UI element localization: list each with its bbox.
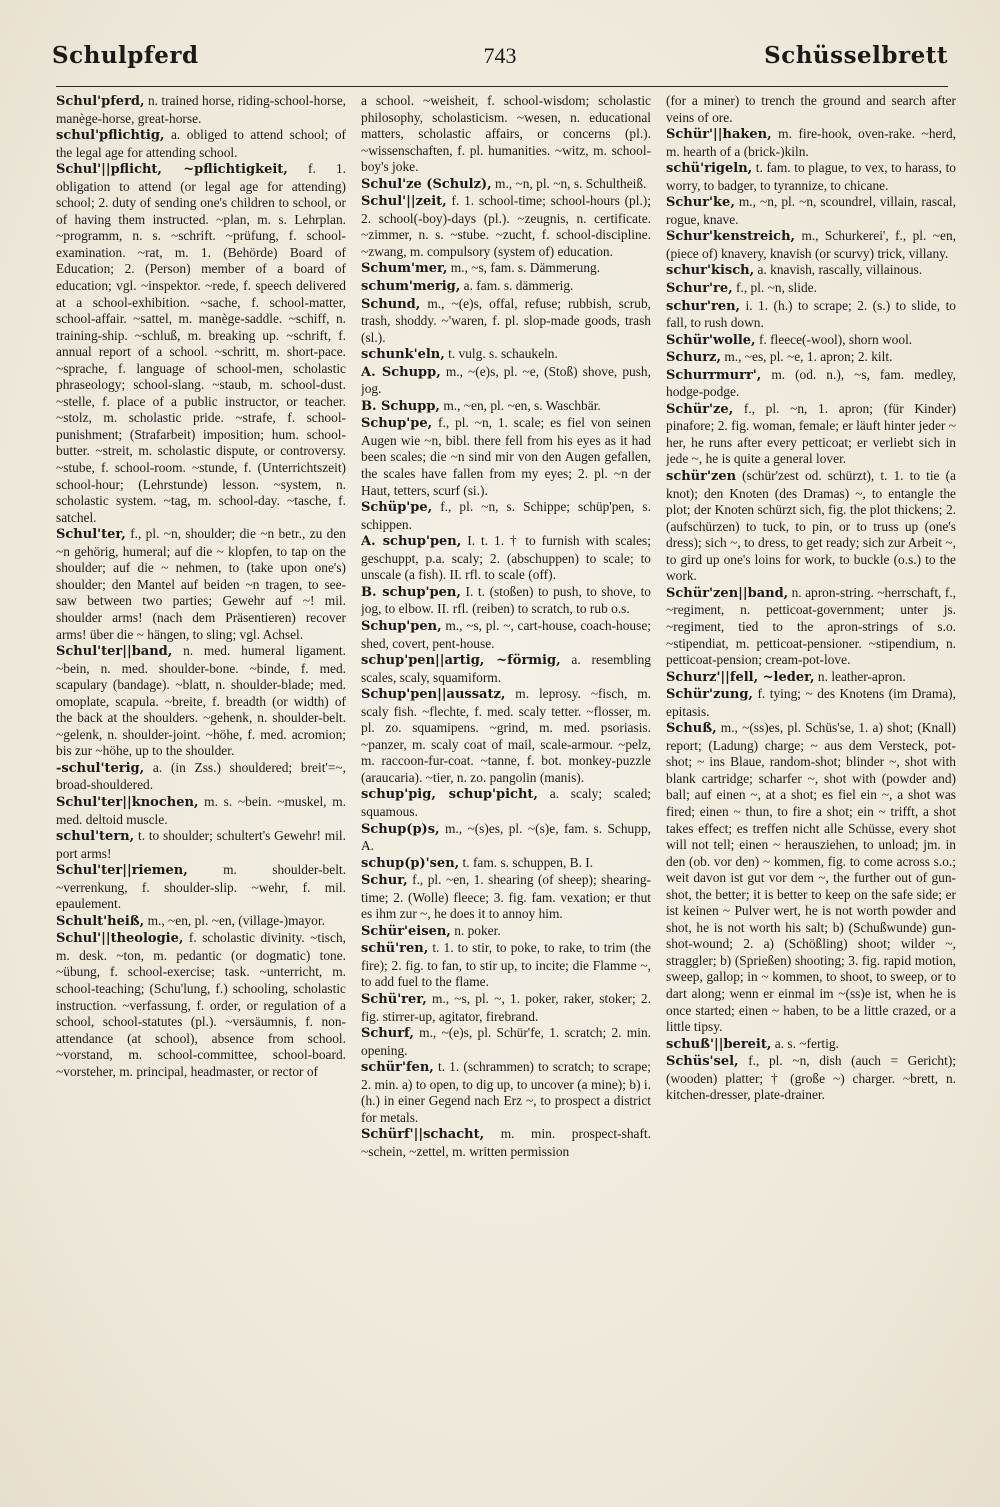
entry-headword: Schul'ter, <box>56 527 126 543</box>
dictionary-entry <box>361 940 651 991</box>
entry-definition: n. trained horse, riding-school-horse, manège-horse, great-horse. <box>56 93 346 126</box>
entry-definition: m., ~s, pl. ~, cart-house, coach-house; shed, covert, pent-house. <box>361 617 651 651</box>
dictionary-entry <box>56 127 346 161</box>
entry-headword: Schurrmurr', <box>666 367 762 383</box>
entry-headword: schü'rigeln, <box>666 161 753 177</box>
entry-headword: Schür'zen||band, <box>666 585 789 601</box>
entry-definition: m., Schurkerei', f., pl. ~en, (piece of) knavery, knavish (or scurvy) trick, villany. <box>666 228 956 261</box>
entry-definition: m., ~(e)s, offal, refuse; rubbish, scrub, trash, shoddy. ~'waren, f. pl. slop-made goods, trash (sl.). <box>361 295 651 345</box>
dictionary-entry <box>666 686 956 720</box>
entry-definition: m., ~(ss)es, pl. Schüs'se, 1. a) shot; (Knall) report; (Ladung) charge; ~ aus dem Versteck, pot-shot; ~ ins Blaue, random-shot; blinder ~, shot with blank cartridge; scharfer ~, shot with (powder and) ball; auf einen ~, at a shot; es fiel ein ~, a shot was fired; einen ~ thun, to fire a shot; ein ~ trifft, a shot takes effect; es treffen nicht alle Schüsse, every shot will not tell; einen ~ herausziehen, to unload; jm. in den (ob. vor den) ~ kommen, fig. to come across s.o.; weit davon ist gut vor dem ~, the further out of gun-shot, the better; it is better to keep on the safe side; er ist keinen ~ Pulver wert, he is not worth powder and shot, he is not worth his salt; b) (Schußwunde) gun-shot-wound; 2. a) (Schößling) shoot; wilder ~, straggler; b) (Sprießen) shooting; 3. fig. rapid motion, sweep, gallop; in ~ kommen, to shoot, to sweep, or to dart along; wenn er einmal im ~(ss)e ist, when he is once started; einen ~ haben, to be a little crazed, or a little tipsy. <box>666 720 956 1035</box>
entry-headword: schür'fen, <box>361 1060 434 1076</box>
entry-definition: t. vulg. s. schaukeln. <box>448 346 558 362</box>
dictionary-entry <box>361 1059 651 1126</box>
entry-definition: n. leather-apron. <box>817 668 906 684</box>
entry-headword: -schul'terig, <box>56 760 145 776</box>
dictionary-entry <box>56 93 346 127</box>
dictionary-entry <box>666 298 956 332</box>
entry-definition: m., ~en, pl. ~en, (village-)mayor. <box>147 912 325 928</box>
entry-definition: n. med. humeral ligament. ~bein, n. med. shoulder-bone. ~binde, f. med. scapulary (bandage). ~blatt, n. shoulder-blade; med. omoplate, scapula. ~breite, f. breadth (or width) of the back at the shoulders. ~gehenk, n. shoulder-belt. ~gelenk, n. shoulder-joint. ~höhe, f. med. acromion; bis zur ~höhe, up to the shoulder. <box>56 643 346 759</box>
entry-definition: m., ~n, pl. ~n, scoundrel, villain, rascal, rogue, knave. <box>666 194 956 227</box>
dictionary-entry <box>666 228 956 262</box>
entry-headword: Schum'mer, <box>361 261 448 277</box>
entry-definition: f. fleece(-wool), shorn wool. <box>758 331 913 347</box>
entry-headword: Schul'ter||band, <box>56 644 173 660</box>
entry-headword: Schür'wolle, <box>666 332 756 348</box>
entry-headword: Schup'pen, <box>361 618 442 634</box>
dictionary-entry <box>56 930 346 1080</box>
dictionary-entry <box>56 161 346 526</box>
entry-headword: Schur'kenstreich, <box>666 229 796 245</box>
entry-definition: m., ~s, fam. s. Dämmerung. <box>450 260 601 276</box>
entry-definition: I. t. (stoßen) to push, to shove, to jog, to elbow. II. rfl. (reiben) to scratch, to rub o.s. <box>361 583 651 617</box>
right-running-head: Schüsselbrett <box>764 42 948 69</box>
dictionary-entry <box>361 415 651 499</box>
entry-headword: Schür'zung, <box>666 687 753 703</box>
entry-headword: schunk'eln, <box>361 347 445 363</box>
dictionary-entry <box>56 643 346 760</box>
dictionary-entry <box>666 349 956 367</box>
entry-headword: schup(p)'sen, <box>361 855 460 871</box>
dictionary-entry <box>361 686 651 786</box>
entry-headword: schul'tern, <box>56 829 135 845</box>
entry-definition: f., pl. ~n, s. Schippe; schüp'pen, s. schippen. <box>361 499 651 532</box>
entry-definition: i. 1. (h.) to scrape; 2. (s.) to slide, to fall, to rush down. <box>666 297 956 331</box>
dictionary-entry <box>666 1053 956 1104</box>
column-2 <box>361 93 651 1433</box>
dictionary-entry <box>666 468 956 585</box>
entry-headword: Schurz, <box>666 350 721 366</box>
dictionary-entry <box>361 278 651 296</box>
header-rule <box>56 86 948 87</box>
entry-headword: Schul'ter||knochen, <box>56 794 199 810</box>
dictionary-entry <box>361 93 651 176</box>
entry-definition: m. leprosy. ~fisch, m. scaly fish. ~flechte, f. med. scaly tetter. ~flosser, m. pl. zo. squamipens. ~grind, m. med. psoriasis. ~panzer, m. scaly coat of mail, scale-armour. ~pelz, m. raccoon-fur-coat. ~tanne, f. bot. monkey-puzzle (araucaria). ~tier, n. zo. pangolin (manis). <box>361 686 651 785</box>
entry-definition: a. knavish, rascally, villainous. <box>757 262 923 278</box>
entry-definition: f. 1. obligation to attend (or legal age for attending) school; 2. duty of sending one's children to school, or of having them instructed. ~plan, m. s. Lehrplan. ~programm, n. s. ~schrift. ~prüfung, f. school-examination. ~rat, m. 1. (Behörde) Board of Education; 2. (Person) member of a board of education; vgl. ~inspektor. ~rede, f. speech delivered at a school-exhibition. ~sache, f. school-matter, school-affair. ~sattel, m. manège-saddle. ~schiff, n. training-ship. ~schluß, m. breaking up. ~schrift, f. annual report of a school. ~schritt, m. short-pace. ~sprache, f. language of school-men, scholastic phraseology; school-slang. ~staub, m. school-dust. ~stelle, f. place of a public instructor, or teacher. ~stolz, m. scholastic pride. ~strafe, f. school-punishment; (Strafarbeit) imposition; hum. school-butter. ~streit, m. scholastic dispute, or controversy. ~stube, f. school-room. ~stunde, f. (Unterrichtszeit) school-hour; (Lehrstunde) lesson. ~system, n. scholastic system. ~tag, m. school-day. ~tasche, f. satchel. <box>56 161 346 525</box>
dictionary-entry <box>361 652 651 686</box>
dictionary-entry <box>666 585 956 669</box>
entry-headword: B. schup'pen, <box>361 584 461 600</box>
entry-headword: Schur'ke, <box>666 195 735 211</box>
entry-headword: Schür'||haken, <box>666 127 772 143</box>
entry-definition: m., ~n, pl. ~n, s. Schultheiß. <box>495 175 647 191</box>
left-running-head: Schulpferd <box>52 42 199 69</box>
entry-definition: m., ~en, pl. ~en, s. Waschbär. <box>443 397 601 413</box>
entry-definition: f. 1. school-time; school-hours (pl.); 2. school(-boy)-days (pl.). ~zeugnis, n. certificate. ~zimmer, n. s. ~stube. ~zucht, f. school-discipline. ~zwang, m. compulsory (system of) education. <box>361 193 651 259</box>
entry-headword: Schurf, <box>361 1026 414 1042</box>
entry-definition: m. shoulder-belt. ~verrenkung, f. shoulder-slip. ~wehr, f. mil. epaulement. <box>56 862 346 912</box>
entry-headword: Schuß, <box>666 721 717 737</box>
entry-definition: I. t. 1. † to furnish with scales; geschuppt, p.a. scaly; 2. (abschuppen) to scale; to unscale (a fish). II. rfl. to scale (off). <box>361 533 651 583</box>
entry-headword: Schüp'pe, <box>361 500 433 516</box>
entry-definition: a. fam. s. dämmerig. <box>463 278 574 294</box>
entry-definition: m., ~es, pl. ~e, 1. apron; 2. kilt. <box>724 349 893 365</box>
entry-headword: Schul'pferd, <box>56 94 145 109</box>
entry-headword: Schul'ter||riemen, <box>56 863 188 879</box>
dictionary-entry <box>361 364 651 398</box>
entry-definition: f. scholastic divinity. ~tisch, m. desk. ~ton, m. pedantic (or dogmatic) tone. ~übung, f. school-exercise; task. ~unterricht, m. school-teaching; (Schu'lung, f.) schooling, scholastic instruction. ~verfassung, f. order, or regulation of a school, school-statutes (pl.). ~versäumnis, f. non-attendance (at school), absence from school. ~vorstand, m. school-committee, school-board. ~vorsteher, m. principal, headmaster, or rector of <box>56 930 346 1079</box>
dictionary-entry <box>666 194 956 228</box>
entry-headword: schul'pflichtig, <box>56 128 165 144</box>
dictionary-entry <box>361 1025 651 1059</box>
entry-definition: a school. ~weisheit, f. school-wisdom; scholastic philosophy, scholasticism. ~wesen, n. educational matters, scholastic affairs, or concerns (pl.). ~wissenschaften, f. pl. humanities. ~witz, m. school-boy's joke. <box>361 93 651 175</box>
dictionary-entry <box>361 346 651 364</box>
dictionary-entry <box>361 296 651 347</box>
entry-headword: schum'merig, <box>361 279 461 295</box>
entry-headword: Schup'pen||aussatz, <box>361 687 506 703</box>
dictionary-entry <box>666 1036 956 1054</box>
entry-headword: Schup(p)s, <box>361 821 440 837</box>
dictionary-entry <box>666 401 956 468</box>
dictionary-entry <box>361 786 651 820</box>
entry-headword: Schul'||theologie, <box>56 931 184 947</box>
entry-headword: A. Schupp, <box>361 364 441 380</box>
dictionary-entry <box>666 262 956 280</box>
dictionary-entry <box>361 499 651 533</box>
entry-headword: schuß'||bereit, <box>666 1036 772 1052</box>
entry-definition: m. min. prospect-shaft. ~schein, ~zettel, m. written permission <box>361 1126 651 1159</box>
entry-definition: t. 1. to stir, to poke, to rake, to trim (the fire); 2. fig. to fan, to stir up, to incite; die Flamme ~, to add fuel to the flame. <box>361 940 651 990</box>
dictionary-entry <box>666 160 956 194</box>
entry-definition: m., ~(e)s, pl. Schür'fe, 1. scratch; 2. min. opening. <box>361 1025 651 1058</box>
dictionary-entry <box>361 533 651 584</box>
entry-headword: schür'zen <box>666 469 737 485</box>
entry-headword: schur'ren, <box>666 298 741 314</box>
dictionary-entry <box>361 176 651 194</box>
entry-definition: a. (in Zss.) shouldered; breit'=~, broad-shouldered. <box>56 759 346 793</box>
entry-headword: Schur, <box>361 873 408 889</box>
entry-definition: m., ~s, pl. ~, 1. poker, raker, stoker; 2. fig. stirrer-up, agitator, firebrand. <box>361 990 651 1024</box>
dictionary-entry <box>56 794 346 828</box>
dictionary-entry <box>361 584 651 618</box>
entry-headword: schü'ren, <box>361 941 429 957</box>
entry-definition: (for a miner) to trench the ground and search after veins of ore. <box>666 93 956 125</box>
dictionary-entry <box>361 398 651 416</box>
entry-headword: Schü'rer, <box>361 991 427 1007</box>
dictionary-entry <box>361 193 651 260</box>
dictionary-entry <box>361 618 651 652</box>
entry-headword: Schul'||zeit, <box>361 194 447 210</box>
column-3 <box>666 93 956 1433</box>
dictionary-entry <box>361 991 651 1025</box>
dictionary-entry <box>56 760 346 794</box>
dictionary-entry <box>666 93 956 126</box>
entry-definition: m. fire-hook, oven-rake. ~herd, m. hearth of a (brick-)kiln. <box>666 126 956 159</box>
dictionary-entry <box>361 855 651 873</box>
entry-headword: Schult'heiß, <box>56 913 145 929</box>
dictionary-entry <box>666 669 956 687</box>
entry-definition: m., ~(e)s, pl. ~e, (Stoß) shove, push, jog. <box>361 363 651 397</box>
dictionary-entry <box>361 923 651 941</box>
entry-headword: Schul'ze (Schulz), <box>361 176 492 192</box>
entry-definition: a. s. ~fertig. <box>774 1035 839 1051</box>
entry-definition: a. scaly; scaled; squamous. <box>361 786 651 819</box>
entry-definition: t. fam. s. schuppen, B. I. <box>462 854 594 870</box>
entry-definition: f., pl. ~en, 1. shearing (of sheep); shearing-time; 2. (Wolle) fleece; 3. fig. fam. vexation; er thut es ihm zur ~, he does it to annoy him. <box>361 872 651 922</box>
dictionary-entry <box>666 280 956 298</box>
entry-definition: m., ~(s)es, pl. ~(s)e, fam. s. Schupp, A. <box>361 820 651 854</box>
text-columns <box>56 93 956 1433</box>
entry-definition: (schür'zest od. schürzt), t. 1. to tie (a knot); den Knoten (des Dramas) ~, to entangle the plot; der Knoten schürzt sich, fig. the plot thickens; 2. (aufschürzen) to tuck, to pin, or to truss up (one's dress); sich ~, to dress, to get ready; sich zur Arbeit ~, to gird up one's loins for work, to buckle (o.s.) to the work. <box>666 468 956 584</box>
dictionary-entry <box>666 332 956 350</box>
entry-definition: m. (od. n.), ~s, fam. medley, hodge-podge. <box>666 366 956 400</box>
dictionary-entry <box>56 862 346 913</box>
dictionary-entry <box>361 1126 651 1160</box>
entry-definition: t. to shoulder; schultert's Gewehr! mil. port arms! <box>56 828 346 861</box>
entry-headword: B. Schupp, <box>361 398 440 414</box>
entry-definition: n. apron-string. ~herrschaft, f., ~regiment, n. petticoat-government; unter js. ~regiment, tied to the apron-strings of s.o. ~stipendiat, m. petticoat-pensioner. ~stipendium, n. petticoat-pension; cream-pot-love. <box>666 584 956 668</box>
entry-headword: A. schup'pen, <box>361 534 462 550</box>
entry-definition: f., pl. ~n, dish (auch = Gericht); (wooden) platter; † (große ~) charger. ~brett, n. kitchen-dresser, plate-drainer. <box>666 1053 956 1103</box>
entry-headword: schup'pig, schup'picht, <box>361 787 538 803</box>
entry-definition: f. tying; ~ des Knotens (im Drama), epitasis. <box>666 686 956 719</box>
entry-definition: t. 1. (schrammen) to scratch; to scrape; 2. min. a) to open, to dig up, to uncover (a mine); b) i. (h.) in einer Gegend nach Erz ~, to prospect a district for metals. <box>361 1059 651 1125</box>
dictionary-entry <box>56 828 346 862</box>
entry-headword: Schup'pe, <box>361 416 433 432</box>
entry-definition: f., pl. ~n, shoulder; die ~n betr., zu den ~n gehörig, humeral; auf die ~ klopfen, to tap on the shoulder; auf die ~ nehmen, to (take upon one's) shoulder; den Mantel auf beiden ~n tragen, to see-saw between two parties; Gewehr auf ~! mil. shoulder arms! (nach dem Präsentieren) recover arms! über die ~ hängen, to sling; vgl. Achsel. <box>56 526 346 642</box>
dictionary-entry <box>361 821 651 855</box>
entry-headword: Schür'eisen, <box>361 923 451 939</box>
dictionary-entry <box>666 126 956 160</box>
column-1 <box>56 93 346 1433</box>
entry-definition: f., pl. ~n, 1. scale; es fiel von seinen Augen wie ~n, bibl. there fell from his eyes as it had been scales; die ~n sind mir von den Augen gefallen, the scales have fallen from my eyes; 2. pl. ~n der Haut, tetters, scurf (si.). <box>361 415 651 498</box>
dictionary-entry <box>56 526 346 643</box>
page-number: 743 <box>483 43 517 68</box>
entry-definition: m. s. ~bein. ~muskel, m. med. deltoid muscle. <box>56 793 346 827</box>
dictionary-entry <box>361 260 651 278</box>
entry-headword: Schüs'sel, <box>666 1054 739 1070</box>
entry-definition: a. resembling scales, scaly, squamiform. <box>361 652 651 685</box>
entry-headword: Schund, <box>361 296 421 312</box>
entry-headword: schup'pen||artig, ~förmig, <box>361 653 561 669</box>
dictionary-entry <box>666 720 956 1035</box>
entry-headword: Schurz'||fell, ~leder, <box>666 669 815 685</box>
entry-headword: Schur're, <box>666 281 733 297</box>
entry-headword: Schul'||pflicht, ~pflichtigkeit, <box>56 162 288 178</box>
dictionary-entry <box>666 367 956 401</box>
dictionary-entry <box>361 872 651 923</box>
page-header <box>52 40 948 76</box>
dictionary-entry <box>56 913 346 931</box>
entry-headword: Schür'ze, <box>666 401 734 417</box>
entry-definition: t. fam. to plague, to vex, to harass, to worry, to badger, to tyrannize, to chicane. <box>666 160 956 193</box>
entry-headword: Schürf'||schacht, <box>361 1127 485 1143</box>
entry-headword: schur'kisch, <box>666 263 755 279</box>
entry-definition: n. poker. <box>454 922 501 938</box>
entry-definition: f., pl. ~n, slide. <box>736 280 817 296</box>
entry-definition: f., pl. ~n, 1. apron; (für Kinder) pinafore; 2. fig. woman, female; er läuft hinter jeder ~ her, he runs after every petticoat; er verliebt sich in jede ~, he is quite a general lover. <box>666 400 956 467</box>
entry-definition: a. obliged to attend school; of the legal age for attending school. <box>56 127 346 160</box>
